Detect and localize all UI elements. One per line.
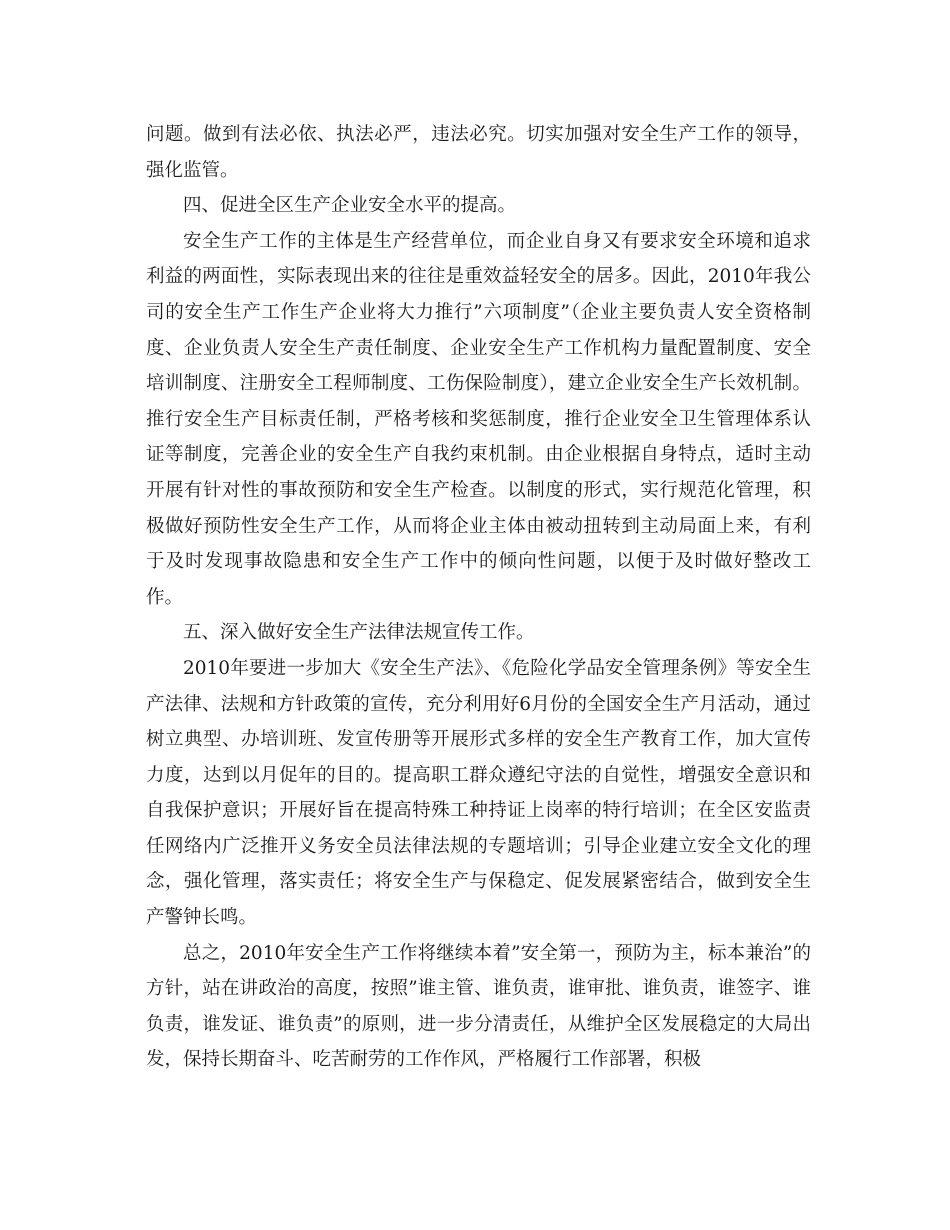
paragraph-intro-continuation: 问题。做到有法必依、执法必严，违法必究。切实加强对安全生产工作的领导，强化监管。 [146,124,811,181]
document-body [146,117,811,1078]
paragraph-section-5: 2010年要进一步加大《安全生产法》、《危险化学品安全管理条例》等安全生产法律、法规和方针政策的宣传，充分利用好6月份的全国安全生产月活动，通过树立典型、办培训班、发宣传册等开展形式多样的安全生产教育工作，加大宣传力度，达到以月促年的目的。提高职工群众遵纪守法的自觉性，增强安全意识和自我保护意识；开展好旨在提高特殊工种持证上岗率的特行培训；在全区安监责任网络内广泛推开义务安全员法律法规的专题培训；引导企业建立安全文化的理念，强化管理，落实责任；将安全生产与保稳定、促发展紧密结合，做到安全生产警钟长鸣。 [146,657,811,929]
paragraph-section-4: 安全生产工作的主体是生产经营单位，而企业自身又有要求安全环境和追求利益的两面性，实际表现出来的往往是重效益轻安全的居多。因此，2010年我公司的安全生产工作生产企业将大力推行”六项制度”（企业主要负责人安全资格制度、企业负责人安全生产责任制度、企业安全生产工作机构力量配置制度、安全培训制度、注册安全工程师制度、工伤保险制度），建立企业安全生产长效机制。推行安全生产目标责任制，严格考核和奖惩制度，推行企业安全卫生管理体系认证等制度，完善企业的安全生产自我约束机制。由企业根据自身特点，适时主动开展有针对性的事故预防和安全生产检查。以制度的形式，实行规范化管理，积极做好预防性安全生产工作，从而将企业主体由被动扭转到主动局面上来，有利于及时发现事故隐患和安全生产工作中的倾向性问题，以便于及时做好整改工作。 [146,230,811,608]
paragraph-conclusion: 总之，2010年安全生产工作将继续本着”安全第一，预防为主，标本兼治”的方针，站在讲政治的高度，按照”谁主管、谁负责，谁审批、谁负责，谁签字、谁负责，谁发证、谁负责”的原则，进一步分清责任，从维护全区发展稳定的大局出发，保持长期奋斗、吃苦耐劳的工作作风，严格履行工作部署，积极 [146,942,811,1071]
section-heading-4: 四、促进全区生产企业安全水平的提高。 [183,195,517,217]
section-heading-5: 五、深入做好安全生产法律法规宣传工作。 [183,622,535,644]
